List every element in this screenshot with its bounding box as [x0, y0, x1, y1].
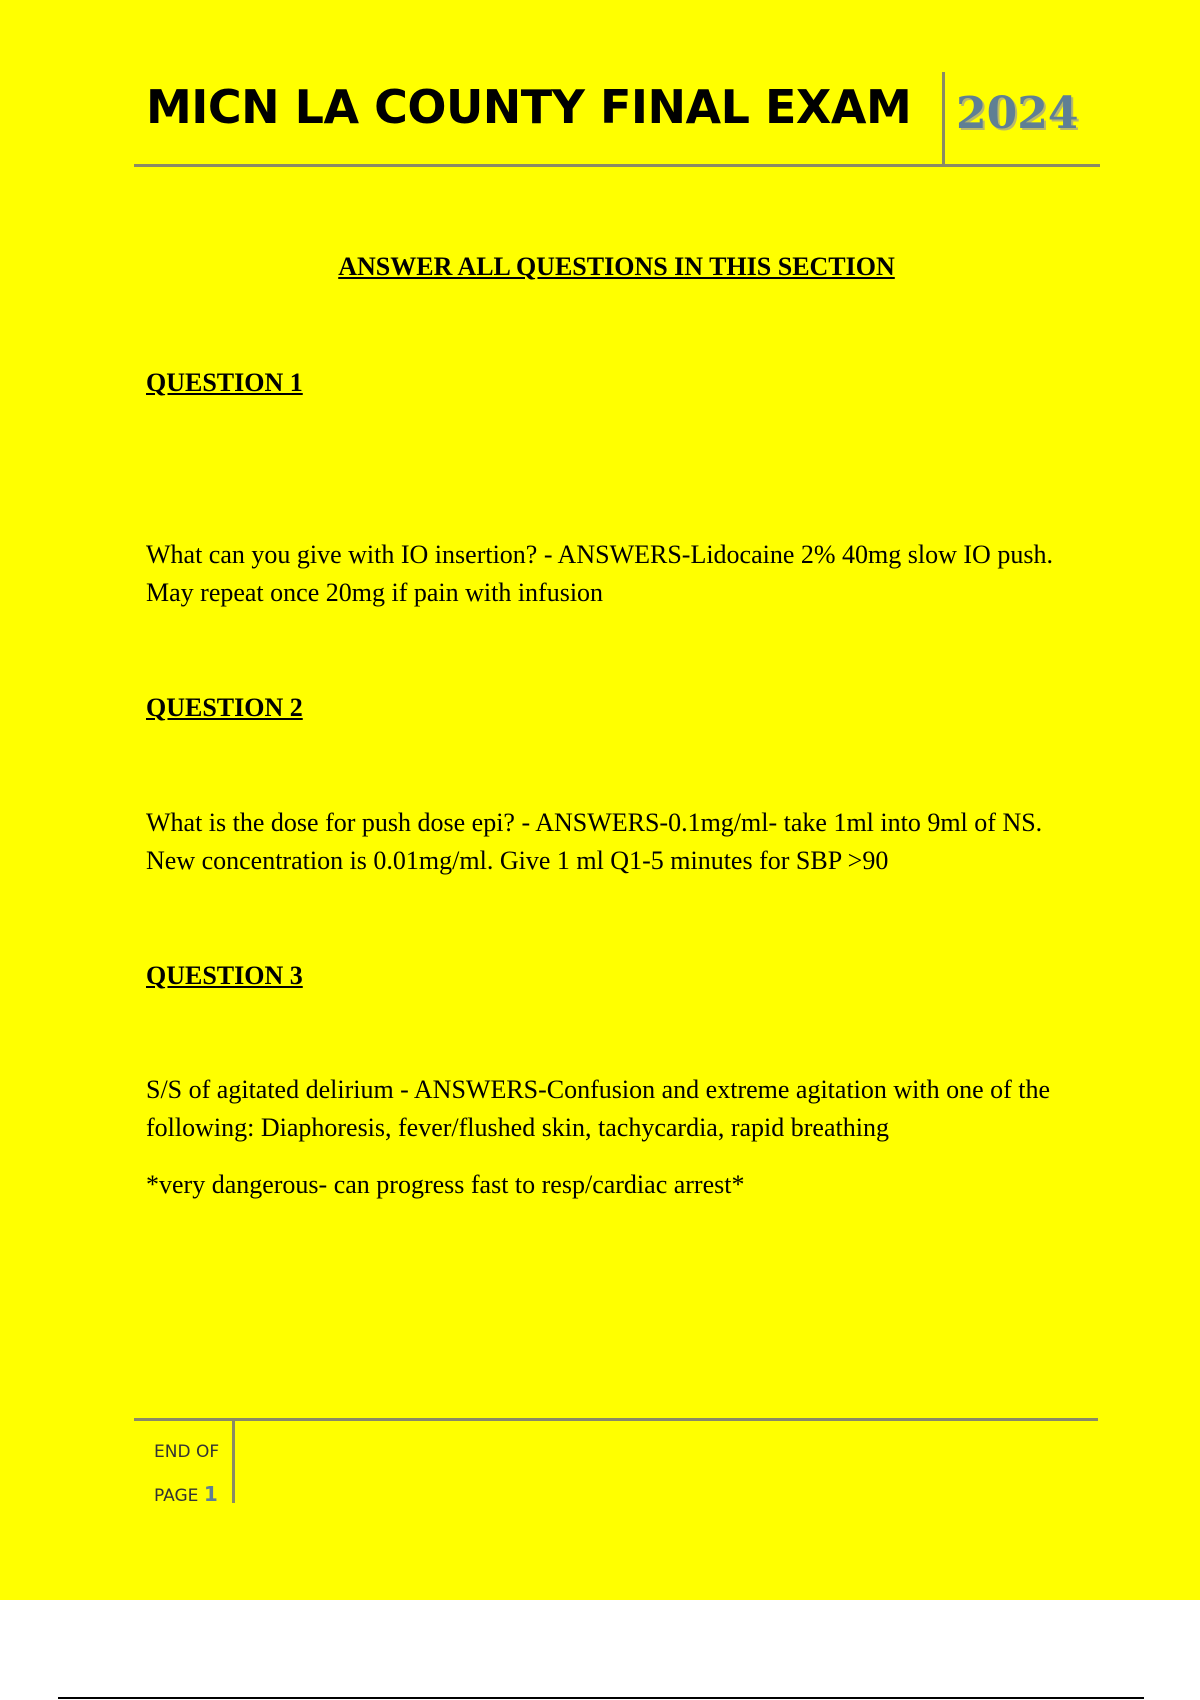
question-3-note: *very dangerous- can progress fast to resp/cardiac arrest* [146, 1170, 745, 1199]
header-year: 2024 [956, 88, 1079, 139]
question-3-text: S/S of agitated delirium - ANSWERS-Confusion and extreme agitation with one of the following: Diaphoresis, fever/flushed skin, tachycardia, rapid breathing [146, 1075, 1051, 1142]
page-number: 1 [203, 1482, 218, 1506]
question-3-label: QUESTION 3 [146, 961, 303, 990]
footer-page-word: PAGE [154, 1486, 199, 1506]
footer-page-line [154, 1473, 232, 1517]
bottom-rule [58, 1697, 1144, 1699]
question-2-text: What is the dose for push dose epi? - ANSWERS-0.1mg/ml- take 1ml into 9ml of NS. New concentration is 0.01mg/ml. Give 1 ml Q1-5 minutes for SBP >90 [146, 808, 1043, 875]
page-header [134, 72, 1100, 167]
page-footer [134, 1418, 1098, 1506]
question-1-text: What can you give with IO insertion? - ANSWERS-Lidocaine 2% 40mg slow IO push. May repeat once 20mg if pain with infusion [146, 540, 1053, 607]
section-heading: ANSWER ALL QUESTIONS IN THIS SECTION [338, 252, 895, 281]
question-1-label: QUESTION 1 [146, 368, 303, 397]
page-title: MICN LA COUNTY FINAL EXAM [146, 80, 912, 134]
page-number-label [154, 1431, 232, 1517]
footer-divider [232, 1421, 235, 1503]
header-divider [942, 72, 945, 164]
question-2-label: QUESTION 2 [146, 693, 303, 722]
footer-end-of: END OF [154, 1442, 220, 1462]
